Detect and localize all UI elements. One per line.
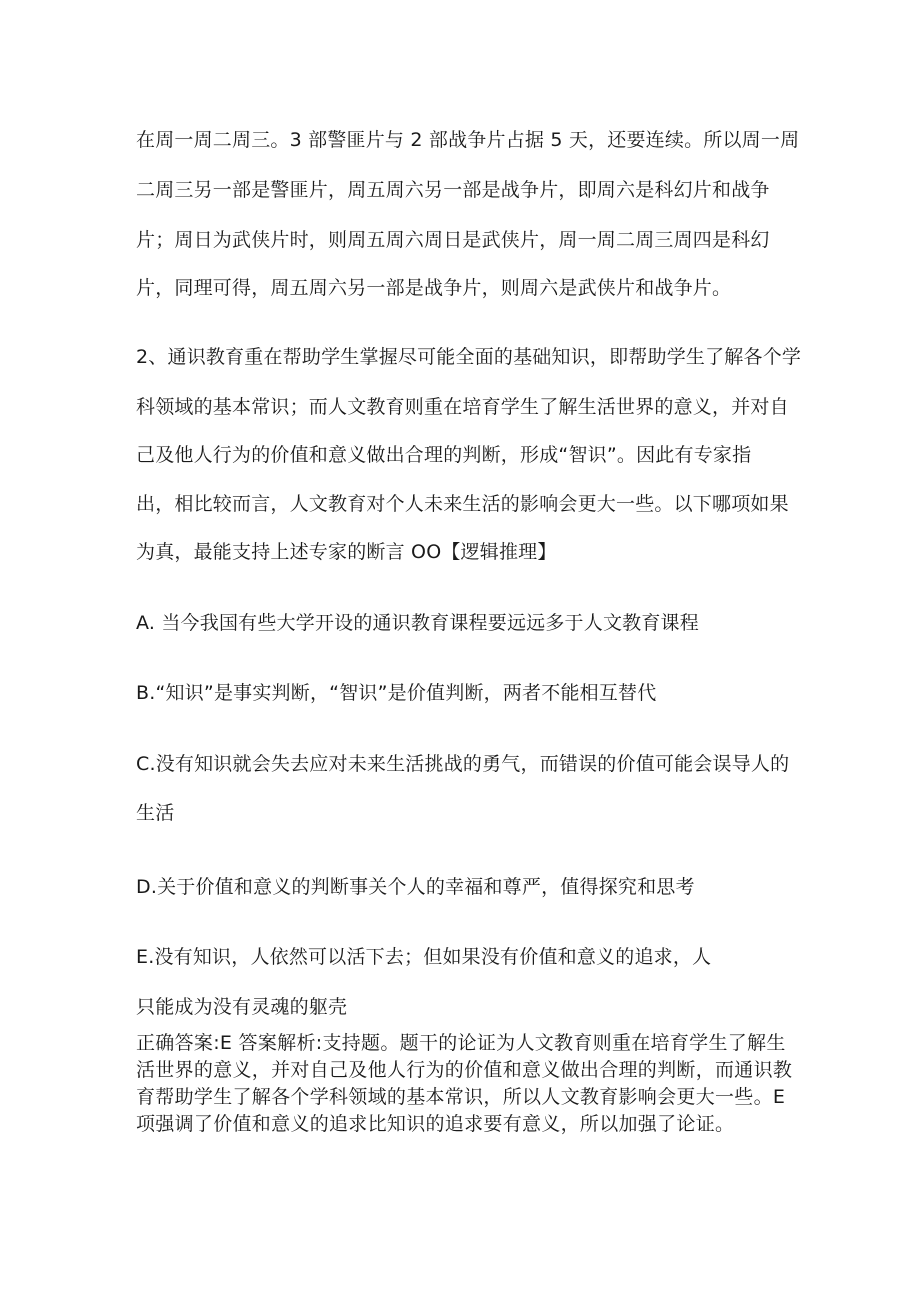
paragraph-line: 在周一周二周三。3 部警匪片与 2 部战争片占据 5 天，还要连续。所以周一周 xyxy=(136,129,800,151)
paragraph-line: 片，同理可得，周五周六另一部是战争片，则周六是武侠片和战争片。 xyxy=(136,277,732,299)
option-c: C.没有知识就会失去应对未来生活挑战的勇气，而错误的价值可能会误导人的 xyxy=(136,753,790,775)
question-line: 出，相比较而言，人文教育对个人未来生活的影响会更大一些。以下哪项如果 xyxy=(136,493,789,515)
paragraph-line: 二周三另一部是警匪片，周五周六另一部是战争片，即周六是科幻片和战争 xyxy=(136,179,770,201)
option-b: B.“知识”是事实判断，“智识”是价值判断，两者不能相互替代 xyxy=(136,682,657,704)
question-line: 2、通识教育重在帮助学生掌握尽可能全面的基础知识，即帮助学生了解各个学 xyxy=(136,346,802,368)
question-line: 科领域的基本常识；而人文教育则重在培育学生了解生活世界的意义，并对自 xyxy=(136,396,789,418)
question-line: 为真，最能支持上述专家的断言 OO【逻辑推理】 xyxy=(136,541,557,563)
option-a: A. 当今我国有些大学开设的通识教育课程要远远多于人文教育课程 xyxy=(136,612,699,634)
question-line: 己及他人行为的价值和意义做出合理的判断，形成“智识”。因此有专家指 xyxy=(136,444,752,466)
option-e-continued: 只能成为没有灵魂的躯壳 xyxy=(136,996,348,1018)
answer-explanation: 正确答案:E 答案解析:支持题。题干的论证为人文教育则重在培育学生了解生活世界的意义，并对自己及他人行为的价值和意义做出合理的判断，而通识教育帮助学生了解各个学科领域的基本常识，所以人文教育影响会更大一些。E 项强调了价值和意义的追求比知识的追求要有意义，所以加强了论证。 xyxy=(136,1032,793,1135)
option-d: D.关于价值和意义的判断事关个人的幸福和尊严，值得探究和思考 xyxy=(136,876,695,898)
paragraph-line: 片；周日为武侠片时，则周五周六周日是武侠片，周一周二周三周四是科幻 xyxy=(136,229,770,251)
option-e: E.没有知识，人依然可以活下去；但如果没有价值和意义的追求，人 xyxy=(136,946,712,968)
option-c-continued: 生活 xyxy=(136,802,175,824)
